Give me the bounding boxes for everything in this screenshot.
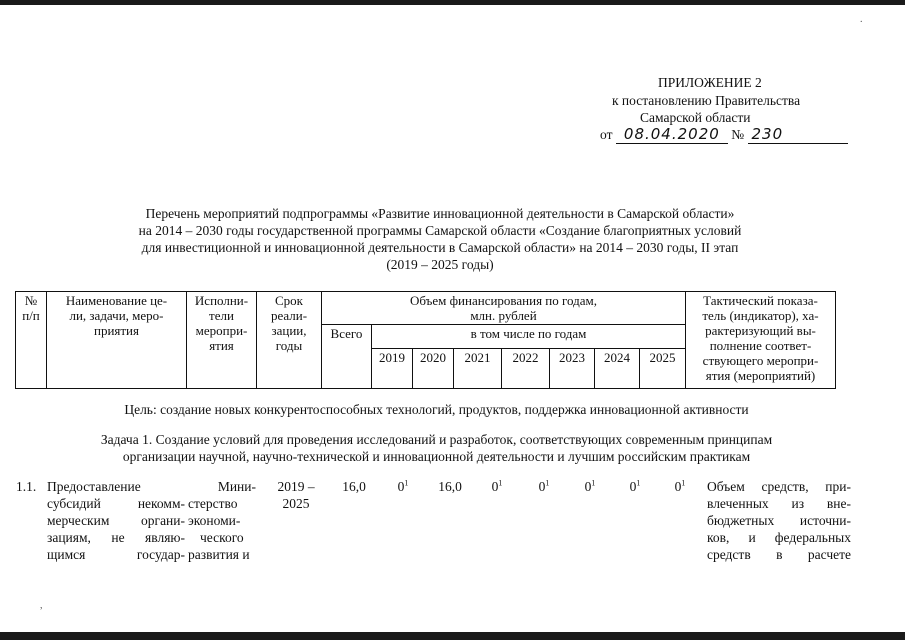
handwritten-number: 230 [748,126,848,144]
header-year: 2024 [595,349,640,389]
header-name: Наименование це- ли, задачи, меро- приятия [47,292,187,389]
number-label: № [731,127,745,142]
scan-bottom-border [0,632,905,640]
header-year: 2025 [640,349,686,389]
appendix-title: ПРИЛОЖЕНИЕ 2 [658,75,762,90]
header-num: № п/п [16,292,47,389]
row-indicator: Объем средств, при- влеченных из вне- бюджетных источни- ков, и федеральных средств в расчете [707,479,851,562]
header-funding: Объем финансирования по годам, млн. рублей [322,292,686,325]
row-executor: Мини- стерство экономи- ческого развития и [188,479,256,562]
header-including: в том числе по годам [372,325,686,349]
header-year: 2020 [413,349,454,389]
activities-table-header [15,291,836,389]
row-2019: $0^1$ [397,478,409,494]
row-name: Предоставление субсидий некомм- мерческим органи- зациям, не являю- щимся государ- [47,479,185,562]
header-year: 2023 [550,349,595,389]
document-title [70,205,810,273]
row-term: 2019 – 2025 [277,479,315,511]
header-executors: Исполни- тели меропри- ятия [187,292,257,389]
scan-top-border [0,0,905,5]
task-line2: организации научной, научно-технической и инновационной деятельности и лучшим российским практикам [122,449,751,464]
row-number: 1.1. [16,479,37,494]
header-year: 2021 [454,349,502,389]
title-line3: для инвестиционной и инновационной деятельности в Самарской области» на 2014 – 2030 годы, II этап [141,240,739,255]
appendix-line1: к постановлению Правительства [612,93,801,108]
row-2021: $0^1$ [491,478,503,494]
header-total: Всего [322,325,372,389]
row-2023: $0^1$ [584,478,596,494]
header-year: 2022 [502,349,550,389]
row-2025: $0^1$ [674,478,686,494]
row-2020: 16,0 [438,479,462,494]
header-term: Срок реали- зации, годы [257,292,322,389]
scan-speck: , [40,600,43,611]
row-2024: $0^1$ [629,478,641,494]
task-1 [15,431,858,465]
row-total: 16,0 [342,479,366,494]
appendix-line2: Самарской области [640,110,751,125]
scan-speck: . [860,14,863,25]
goal-line: Цель: создание новых конкурентоспособных технологий, продуктов, поддержка инновационной активности [124,402,749,417]
header-year: 2019 [372,349,413,389]
header-indicator: Тактический показа- тель (индикатор), ха- рактеризующий вы- полнение соответ- ствующего меропри- ятия (мероприятий) [686,292,836,389]
task-line1: Задача 1. Создание условий для проведения исследований и разработок, соответствующих современным принципам [100,432,773,447]
title-line1: Перечень мероприятий подпрограммы «Развитие инновационной деятельности в Самарской области» [145,206,735,221]
row-2022: $0^1$ [538,478,550,494]
title-line4: (2019 – 2025 годы) [386,257,494,272]
appendix-date-line [600,126,848,144]
handwritten-date: 08.04.2020 [616,126,728,144]
from-label: от [600,127,613,142]
title-line2: на 2014 – 2030 годы государственной программы Самарской области «Создание благоприятных условий [138,223,742,238]
